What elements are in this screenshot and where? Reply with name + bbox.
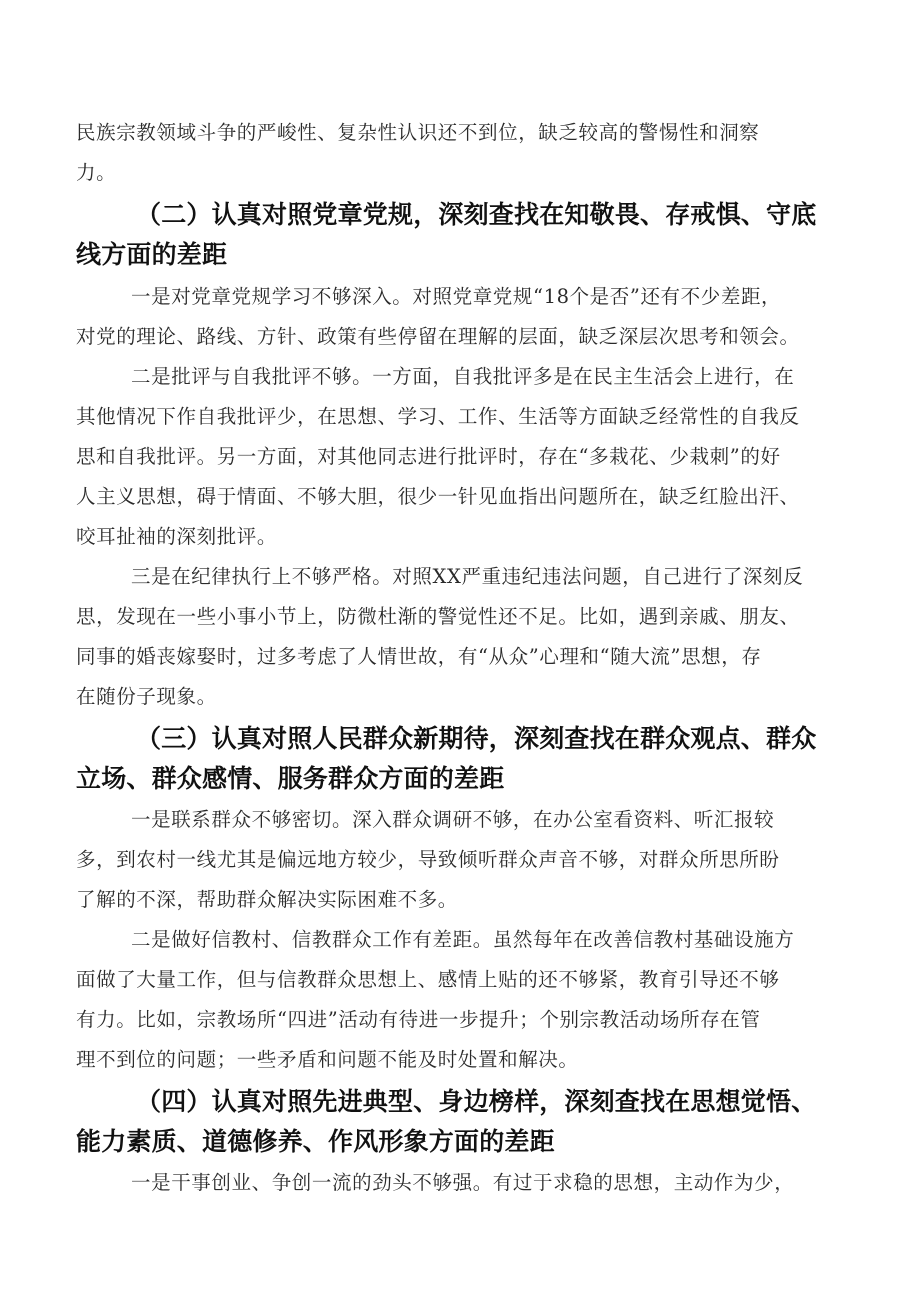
section-2-p2-line-3: 思和自我批评。另一方面，对其他同志进行批评时，存在“多栽花、少栽刺”的好 <box>76 445 781 468</box>
section-3-p2-line-3: 有力。比如，宗教场所“四进”活动有待进一步提升；个别宗教活动场所存在管 <box>76 1008 761 1031</box>
section-3-heading-line-1: （三）认真对照人民群众新期待，深刻查找在群众观点、群众 <box>136 724 817 753</box>
section-3-p2-line-1: 二是做好信教村、信教群众工作有差距。虽然每年在改善信教村基础设施方 <box>131 928 795 951</box>
section-2-heading-line-2: 线方面的差距 <box>76 240 228 269</box>
section-3-p2-line-2: 面做了大量工作，但与信教群众思想上、感情上贴的还不够紧，教育引导还不够 <box>76 968 780 991</box>
section-3-p1-line-3: 了解的不深，帮助群众解决实际困难不多。 <box>76 888 458 911</box>
section-2-heading-line-1: （二）认真对照党章党规，深刻查找在知敬畏、存戒惧、守底 <box>136 200 817 229</box>
section-2-p2-line-4: 人主义思想，碍于情面、不够大胆，很少一针见血指出问题所在，缺乏红脸出汗、 <box>76 485 800 508</box>
section-2-p3-line-4: 在随份子现象。 <box>76 685 217 708</box>
section-2-p2-line-2: 其他情况下作自我批评少，在思想、学习、工作、生活等方面缺乏经常性的自我反 <box>76 405 800 428</box>
section-3-p1-line-2: 多，到农村一线尤其是偏远地方较少，导致倾听群众声音不够，对群众所思所盼 <box>76 848 780 871</box>
section-4-p1-line-1: 一是干事创业、争创一流的劲头不够强。有过于求稳的思想，主动作为少， <box>131 1171 795 1194</box>
section-3-heading-line-2: 立场、群众感情、服务群众方面的差距 <box>76 764 505 793</box>
section-2-p1-line-2: 对党的理论、路线、方针、政策有些停留在理解的层面，缺乏深层次思考和领会。 <box>76 325 800 348</box>
section-2-p1-line-1: 一是对党章党规学习不够深入。对照党章党规“18个是否”还有不少差距， <box>131 285 782 308</box>
intro-line-1: 民族宗教领域斗争的严峻性、复杂性认识还不到位，缺乏较高的警惕性和洞察 <box>76 121 760 144</box>
section-2-p3-line-1: 三是在纪律执行上不够严格。对照XX严重违纪违法问题，自己进行了深刻反 <box>131 565 804 588</box>
section-2-p3-line-2: 思，发现在一些小事小节上，防微杜渐的警觉性还不足。比如，遇到亲戚、朋友、 <box>76 605 800 628</box>
intro-line-2: 力。 <box>76 161 117 184</box>
section-2-p2-line-1: 二是批评与自我批评不够。一方面，自我批评多是在民主生活会上进行，在 <box>131 365 795 388</box>
section-4-heading-line-2: 能力素质、道德修养、作风形象方面的差距 <box>76 1127 555 1156</box>
section-2-p3-line-3: 同事的婚丧嫁娶时，过多考虑了人情世故，有“从众”心理和“随大流”思想，存 <box>76 645 762 668</box>
section-4-heading-line-1: （四）认真对照先进典型、身边榜样，深刻查找在思想觉悟、 <box>136 1087 817 1116</box>
section-2-p2-line-5: 咬耳扯袖的深刻批评。 <box>76 525 278 548</box>
section-3-p2-line-4: 理不到位的问题；一些矛盾和问题不能及时处置和解决。 <box>76 1048 579 1071</box>
section-3-p1-line-1: 一是联系群众不够密切。深入群众调研不够，在办公室看资料、听汇报较 <box>131 808 775 831</box>
